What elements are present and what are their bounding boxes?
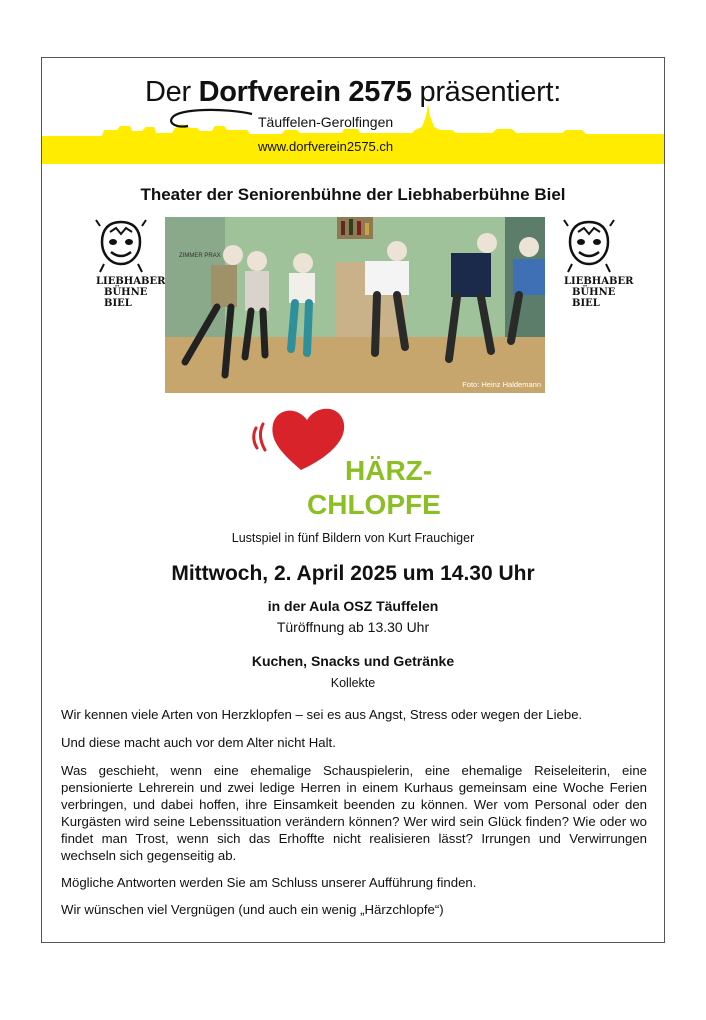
play-subtitle: Lustspiel in fünf Bildern von Kurt Frauchiger [231, 531, 475, 545]
heart-icon [254, 409, 344, 470]
paragraph-5: Wir wünschen viel Vergnügen (und auch ein wenig „Härzchlopfe“) [61, 902, 444, 917]
doors-open-time: Türöffnung ab 13.30 Uhr [276, 619, 430, 635]
logo-line-2: BÜHNE [104, 287, 148, 298]
logo-line-2: BÜHNE [572, 287, 616, 298]
paragraph-1: Wir kennen viele Arten von Herzklopfen – sei es aus Angst, Stress oder wegen der Liebe. [61, 707, 583, 722]
logo-line-1: LIEBHABER [564, 276, 634, 287]
refreshments: Kuchen, Snacks und Getränke [251, 653, 455, 669]
place-name: Täuffelen-Gerolfingen [258, 114, 394, 130]
stage-photo [165, 217, 545, 393]
logo-text-line1: HÄRZ- [345, 455, 433, 486]
stage-photo-image [165, 217, 545, 393]
paragraph-3: Was geschieht, wenn eine ehemalige Schauspielerin, eine ehemalige Reiseleiterin, eine pensionierte Lehrerein und zwei ledige Herren in einem Kurhaus gemeinsam eine Woche Ferien verbringen, und dabei hoffen, ihre Einsamkeit beenden zu können. Wer vom Personal oder den Kurgästen wird seine Lebenssituation verändern können? Wer wird sein Glück finden? Wie oder wo findet man Trost, wenn sich das Erhoffte nicht realisieren lässt? Irrungen und Verwirrungen wechseln sich gegenseitig ab. [61, 763, 647, 863]
logo-line-3: BIEL [572, 298, 600, 309]
liebhaberbuehne-logo-left [94, 218, 166, 318]
theatre-mask-icon [562, 218, 616, 278]
collection-note: Kollekte [330, 676, 376, 690]
photo-credit: Foto: Heinz Haldemann [462, 380, 541, 389]
paragraph-4: Mögliche Antworten werden Sie am Schluss unserer Aufführung finden. [61, 875, 477, 890]
website-url: www.dorfverein2575.ch [258, 139, 394, 154]
logo-line-3: BIEL [104, 298, 132, 309]
photo-sign-text: ZIMMER PRAX [179, 253, 221, 259]
logo-text-line2: CHLOPFE [307, 489, 441, 520]
haerzchlopfe-logo [245, 398, 445, 528]
header-title: Der Dorfverein 2575 präsentiert: [145, 76, 561, 108]
liebhaberbuehne-logo-right [562, 218, 634, 318]
theatre-mask-icon [94, 218, 148, 278]
event-date: Mittwoch, 2. April 2025 um 14.30 Uhr [171, 562, 535, 585]
theater-title: Theater der Seniorenbühne der Liebhaberbühne Biel [140, 185, 566, 204]
paragraph-2: Und diese macht auch vor dem Alter nicht Halt. [61, 735, 336, 750]
event-venue: in der Aula OSZ Täuffelen [267, 598, 439, 614]
swoosh-graphic [166, 108, 256, 132]
logo-line-1: LIEBHABER [96, 276, 166, 287]
